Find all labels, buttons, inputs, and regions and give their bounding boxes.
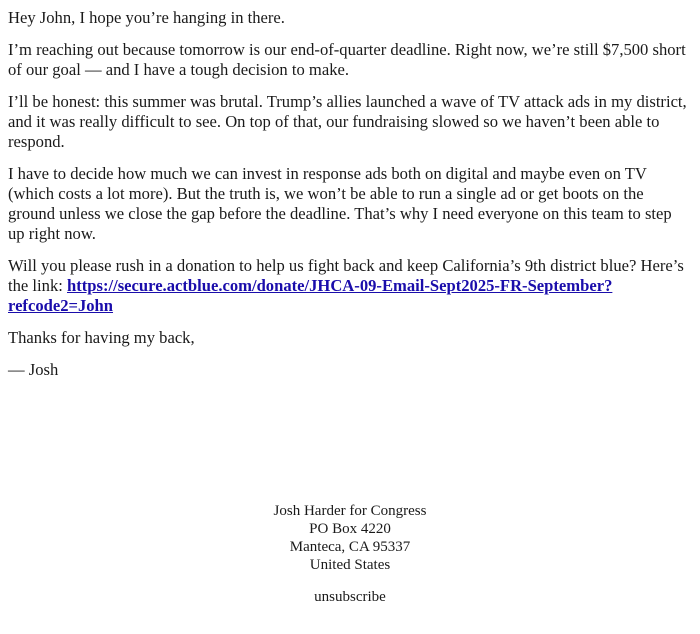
paragraph-donate-ask [8, 256, 692, 316]
donate-ask-text: Will you please rush in a donation to help us fight back and keep California’s 9th district blue? Here’s the link: [8, 256, 684, 295]
footer-org: Josh Harder for Congress [273, 503, 427, 519]
unsubscribe-link[interactable]: unsubscribe [314, 589, 386, 605]
greeting: Hey John, I hope you’re hanging in there. [8, 8, 285, 27]
signature: — Josh [8, 360, 59, 379]
paragraph-deadline: I’m reaching out because tomorrow is our end-of-quarter deadline. Right now, we’re still $7,500 short of our goal — and I have a tough decision to make. [8, 40, 686, 79]
closing: Thanks for having my back, [8, 328, 195, 347]
paragraph-response-ads: I have to decide how much we can invest in response ads both on digital and maybe even on TV (which costs a lot more). But the truth is, we won’t be able to run a single ad or get boots on the ground unless we close the gap before the deadline. That’s why I need everyone on this team to step up right now. [8, 164, 672, 243]
email-footer [0, 502, 700, 606]
donate-link[interactable]: https://secure.actblue.com/donate/JHCA-09-Email-Sept2025-FR-September?refcode2=John [8, 276, 613, 315]
footer-country: United States [309, 557, 391, 573]
paragraph-attack-ads: I’ll be honest: this summer was brutal. Trump’s allies launched a wave of TV attack ads in my district, and it was really difficult to see. On top of that, our fundraising slowed so we haven’t been able to respond. [8, 92, 687, 151]
footer-po-box: PO Box 4220 [309, 521, 391, 537]
footer-city: Manteca, CA 95337 [289, 539, 411, 555]
email-message [8, 8, 692, 392]
